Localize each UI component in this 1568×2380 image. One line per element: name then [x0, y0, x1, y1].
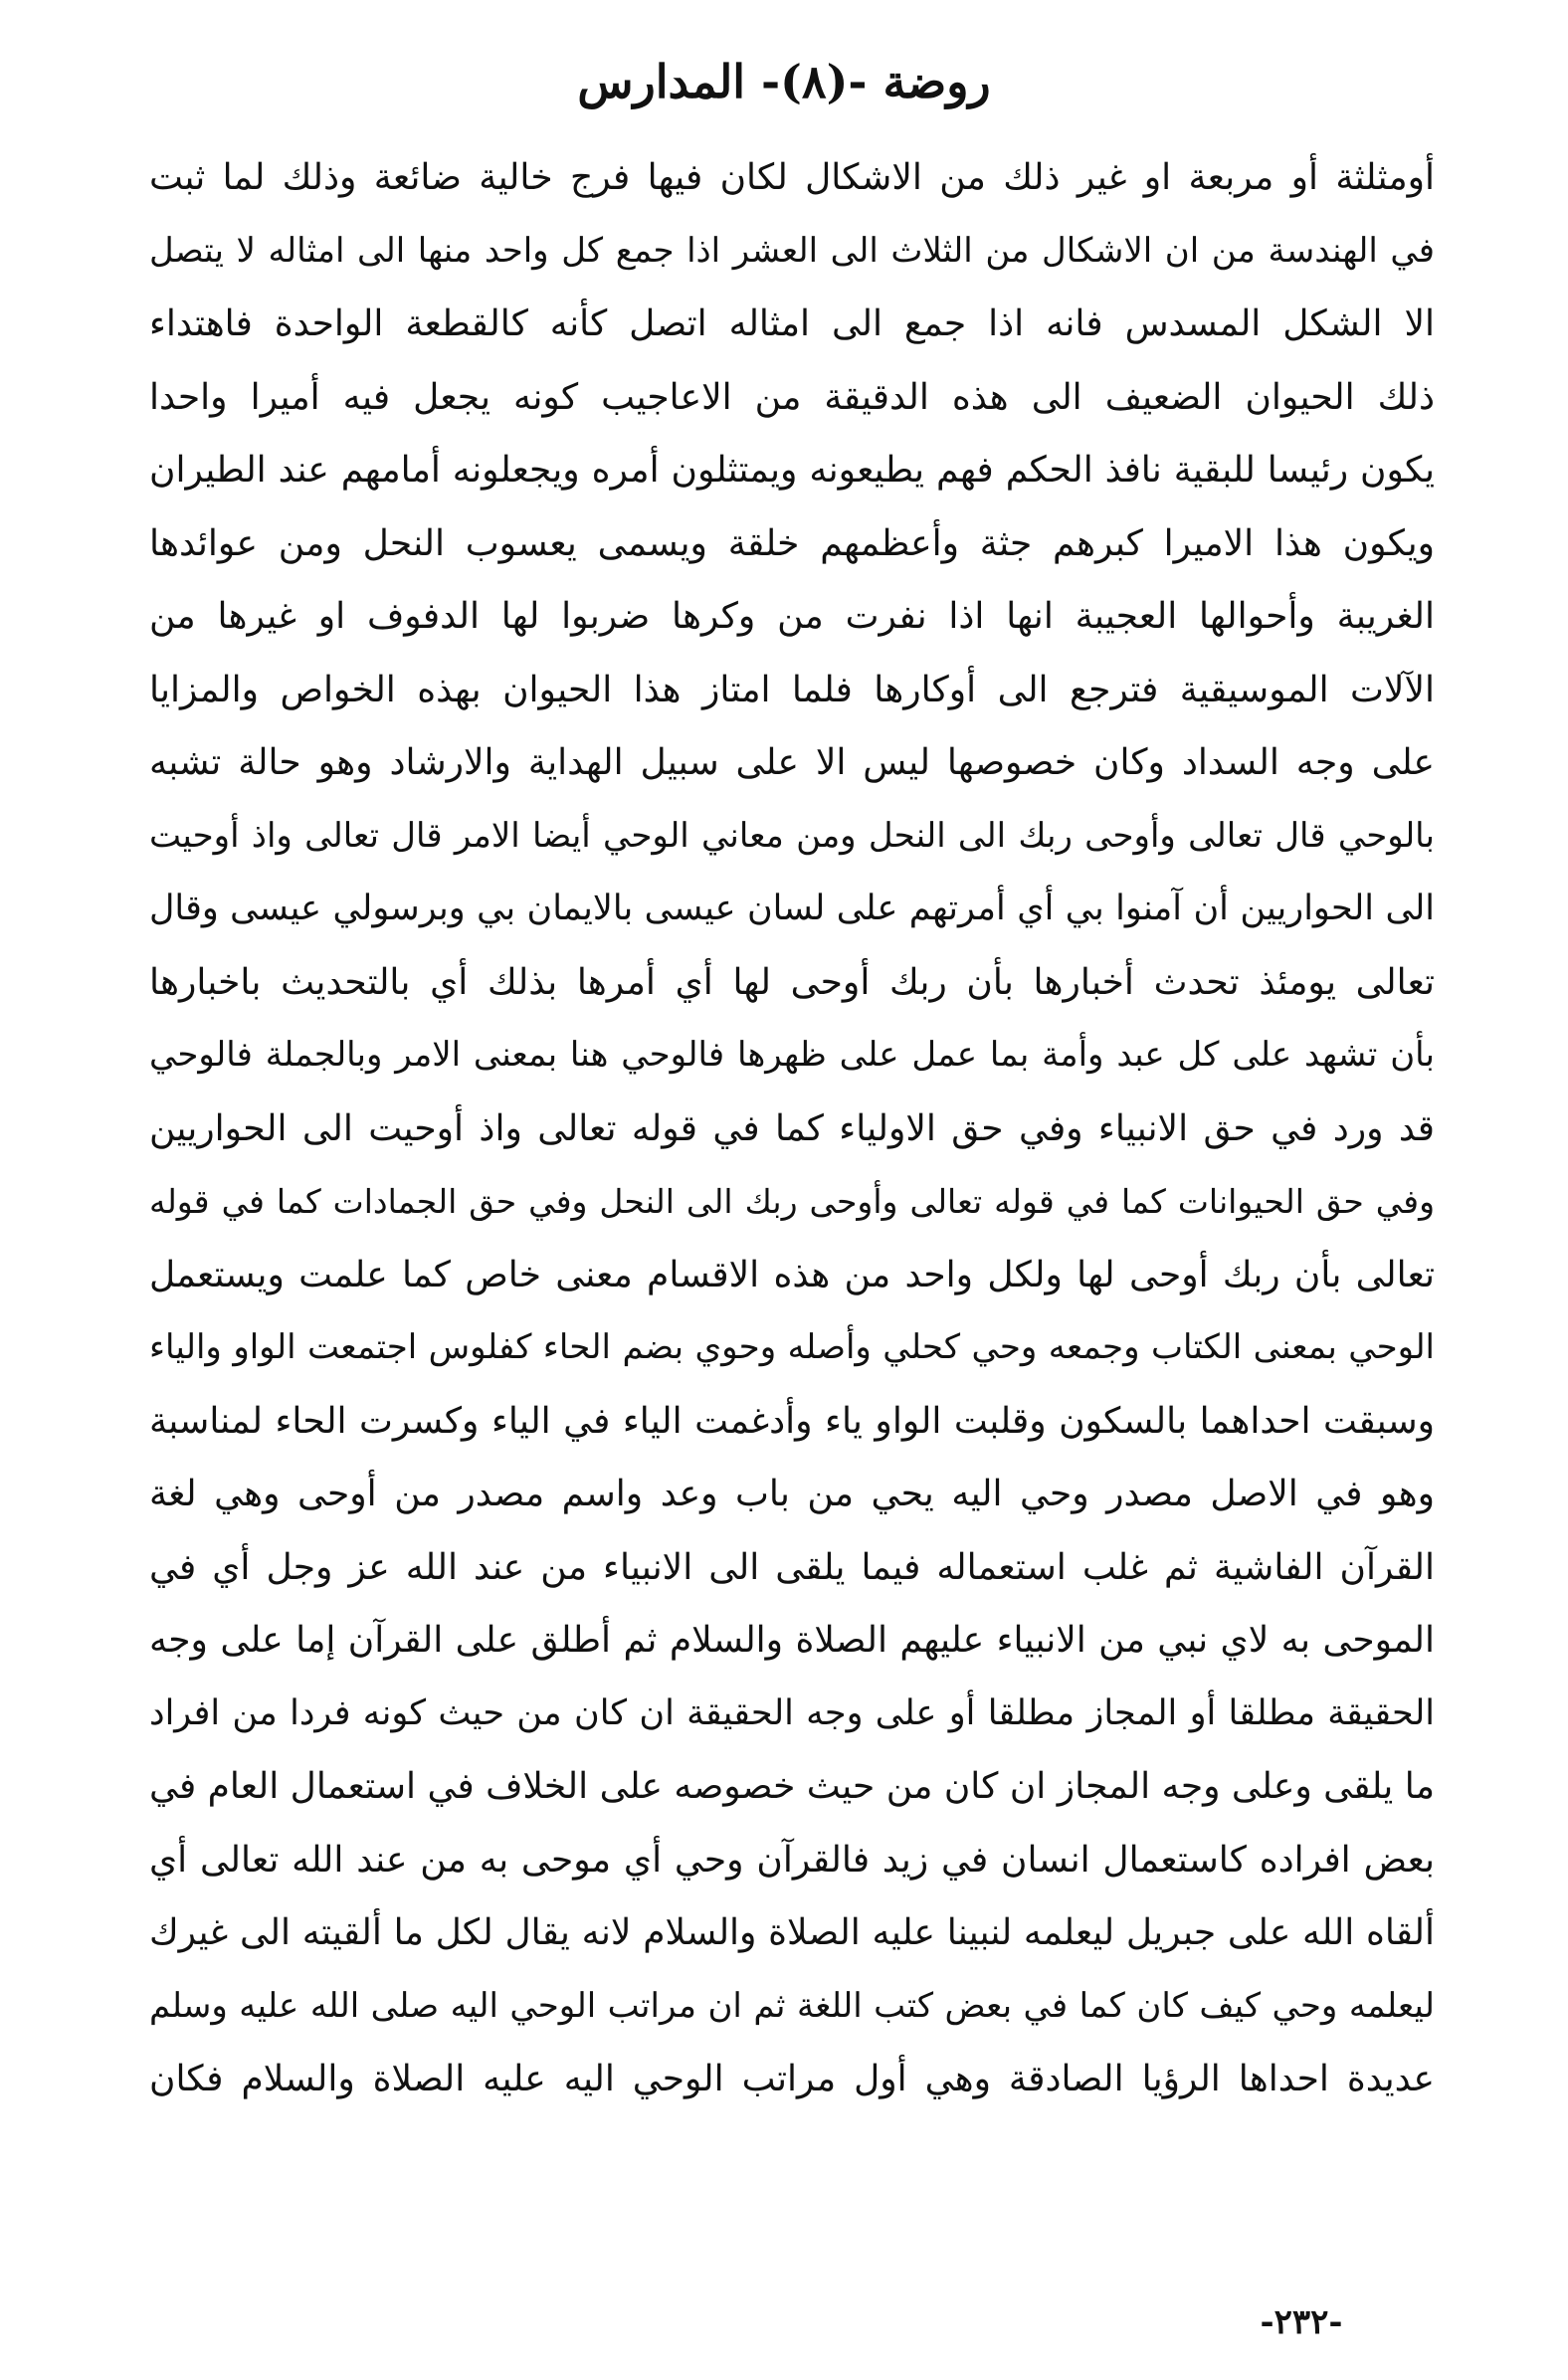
page-header: روضة -(٨)- المدارس	[577, 55, 991, 108]
text-line: عديدة احداها الرؤيا الصادقة وهي أول مراتب الوحي اليه عليه الصلاة والسلام فكان	[149, 2059, 1435, 2099]
text-line: قد ورد في حق الانبياء وفي حق الاولياء كما في قوله تعالى واذ أوحيت الى الحواريين	[149, 1107, 1435, 1149]
text-line: الا الشكل المسدس فانه اذا جمع الى امثاله اتصل كأنه كالقطعة الواحدة فاهتداء	[149, 303, 1435, 344]
text-line: بعض افراده كاستعمال انسان في زيد فالقرآن وحي أي موحى به من عند الله تعالى أي	[149, 1839, 1435, 1881]
text-line: الغريبة وأحوالها العجيبة انها اذا نفرت من وكرها ضربوا لها الدفوف او غيرها من	[149, 596, 1435, 637]
text-line: وهو في الاصل مصدر وحي اليه يحي من باب وعد واسم مصدر من أوحى وهي لغة	[149, 1474, 1435, 1514]
text-line: الآلات الموسيقية فترجع الى أوكارها فلما امتاز هذا الحيوان بهذه الخواص والمزايا	[149, 669, 1435, 710]
text-line: بالوحي قال تعالى وأوحى ربك الى النحل ومن معاني الوحي أيضا الامر قال تعالى واذ أوحيت	[149, 815, 1435, 856]
text-line: الموحى به لاي نبي من الانبياء عليهم الصلاة والسلام ثم أطلق على القرآن إما على وجه	[149, 1620, 1435, 1661]
page-number: -٢٣٢-	[1260, 2302, 1343, 2342]
text-line: ذلك الحيوان الضعيف الى هذه الدقيقة من الاعاجيب كونه يجعل فيه أميرا واحدا	[149, 376, 1435, 418]
text-line: تعالى يومئذ تحدث أخبارها بأن ربك أوحى لها أي أمرها بذلك أي بالتحديث باخبارها	[149, 961, 1435, 1003]
text-line: القرآن الفاشية ثم غلب استعماله فيما يلقى الى الانبياء من عند الله عز وجل أي في	[149, 1546, 1435, 1588]
text-line: على وجه السداد وكان خصوصها ليس الا على سبيل الهداية والارشاد وهو حالة تشبه	[149, 742, 1435, 783]
text-line: ما يلقى وعلى وجه المجاز ان كان من حيث خصوصه على الخلاف في استعمال العام في	[149, 1766, 1435, 1807]
text-line: وفي حق الحيوانات كما في قوله تعالى وأوحى ربك الى النحل وفي حق الجمادات كما في قوله	[149, 1182, 1435, 1221]
text-line: أومثلثة أو مربعة او غير ذلك من الاشكال لكان فيها فرج خالية ضائعة وذلك لما ثبت	[149, 157, 1435, 198]
text-line: في الهندسة من ان الاشكال من الثلاث الى العشر اذا جمع كل واحد منها الى امثاله لا يتصل	[149, 230, 1435, 271]
text-line: الوحي بمعنى الكتاب وجمعه وحي كحلي وأصله وحوي بضم الحاء كفلوس اجتمعت الواو والياء	[149, 1327, 1435, 1367]
text-line: ويكون هذا الاميرا كبرهم جثة وأعظمهم خلقة ويسمى يعسوب النحل ومن عوائدها	[149, 522, 1435, 564]
text-line: ليعلمه وحي كيف كان كما في بعض كتب اللغة ثم ان مراتب الوحي اليه صلى الله عليه وسلم	[149, 1985, 1435, 2026]
text-line: وسبقت احداهما بالسكون وقلبت الواو ياء وأدغمت الياء في الياء وكسرت الحاء لمناسبة	[149, 1400, 1435, 1442]
text-line: يكون رئيسا للبقية نافذ الحكم فهم يطيعونه ويمتثلون أمره ويجعلونه أمامهم عند الطيران	[149, 450, 1435, 491]
text-line: تعالى بأن ربك أوحى لها ولكل واحد من هذه الاقسام معنى خاص كما علمت ويستعمل	[149, 1254, 1435, 1295]
text-line: ألقاه الله على جبريل ليعلمه لنبينا عليه الصلاة والسلام لانه يقال لكل ما ألقيته الى غيرك	[149, 1912, 1435, 1953]
body-text	[149, 141, 1435, 2116]
text-line: الحقيقة مطلقا أو المجاز مطلقا أو على وجه الحقيقة ان كان من حيث كونه فردا من افراد	[149, 1692, 1435, 1733]
text-line: الى الحواريين أن آمنوا بي أي أمرتهم على لسان عيسى بالايمان بي وبرسولي عيسى وقال	[149, 889, 1435, 928]
text-line: بأن تشهد على كل عبد وأمة بما عمل على ظهرها فالوحي هنا بمعنى الامر وبالجملة فالوحي	[149, 1035, 1435, 1075]
